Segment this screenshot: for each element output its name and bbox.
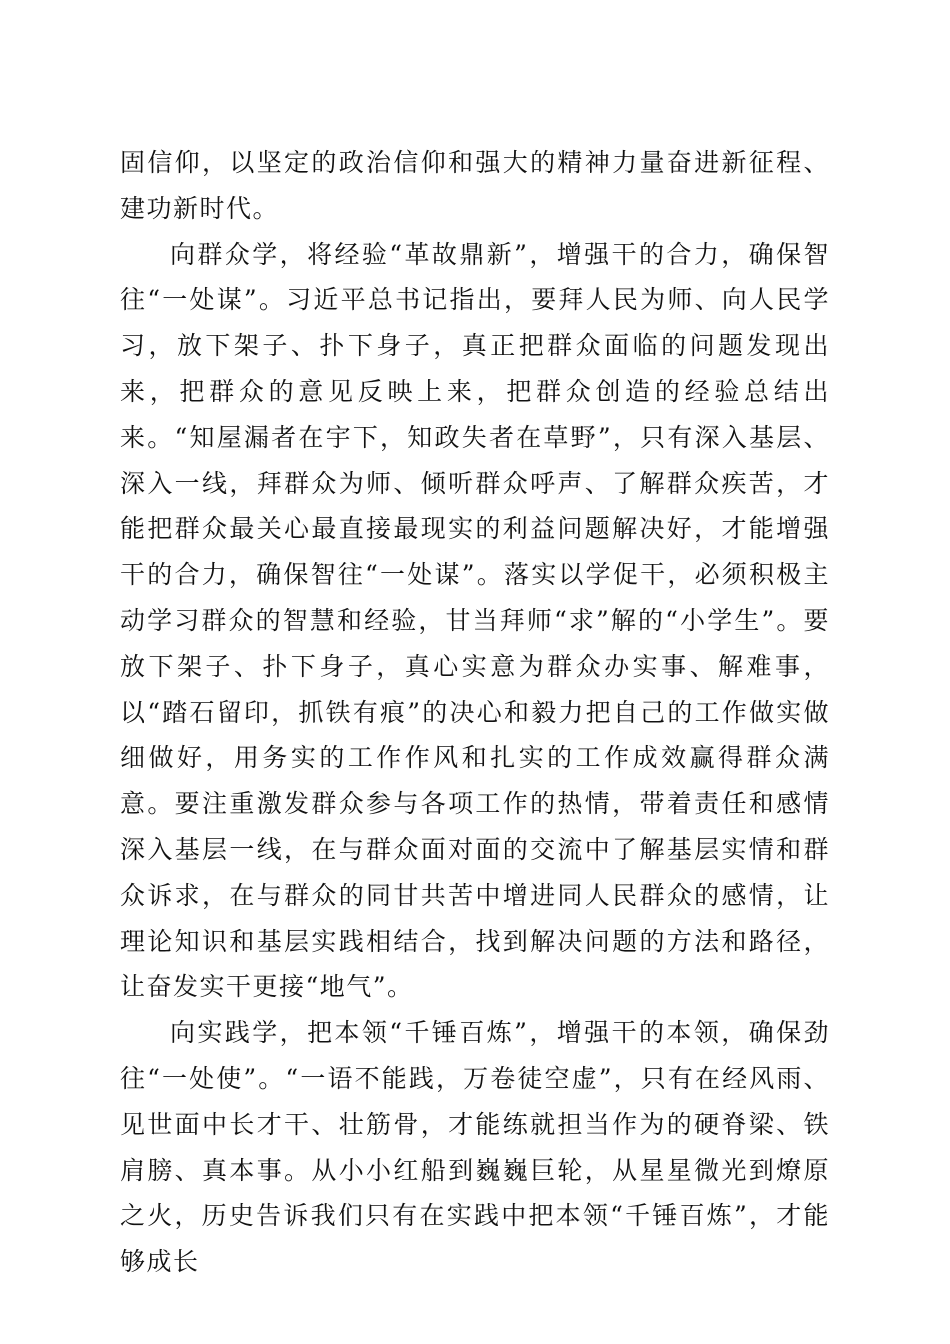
paragraph-learn-from-practice: 向实践学，把本领“千锤百炼”，增强干的本领，确保劲往“一处使”。“一语不能践，万卷徒空虚”，只有在经风雨、见世面中长才干、壮筋骨，才能练就担当作为的硬脊梁、铁肩膀、真本事。从小小红船到巍巍巨轮，从星星微光到燎原之火，历史告诉我们只有在实践中把本领“千锤百炼”，才能够成长: [120, 1018, 830, 1277]
document-body: [120, 140, 830, 1285]
paragraph-continuation: 固信仰，以坚定的政治信仰和强大的精神力量奋进新征程、建功新时代。: [120, 148, 830, 223]
paragraph-learn-from-masses: 向群众学，将经验“革故鼎新”，增强干的合力，确保智往“一处谋”。习近平总书记指出，要拜人民为师、向人民学习，放下架子、扑下身子，真正把群众面临的问题发现出来，把群众的意见反映上来，把群众创造的经验总结出来。“知屋漏者在宇下，知政失者在草野”，只有深入基层、深入一线，拜群众为师、倾听群众呼声、了解群众疾苦，才能把群众最关心最直接最现实的利益问题解决好，才能增强干的合力，确保智往“一处谋”。落实以学促干，必须积极主动学习群众的智慧和经验，甘当拜师“求”解的“小学生”。要放下架子、扑下身子，真心实意为群众办实事、解难事，以“踏石留印，抓铁有痕”的决心和毅力把自己的工作做实做细做好，用务实的工作作风和扎实的工作成效赢得群众满意。要注重激发群众参与各项工作的热情，带着责任和感情深入基层一线，在与群众面对面的交流中了解基层实情和群众诉求，在与群众的同甘共苦中增进同人民群众的感情，让理论知识和基层实践相结合，找到解决问题的方法和路径，让奋发实干更接“地气”。: [120, 239, 830, 1002]
